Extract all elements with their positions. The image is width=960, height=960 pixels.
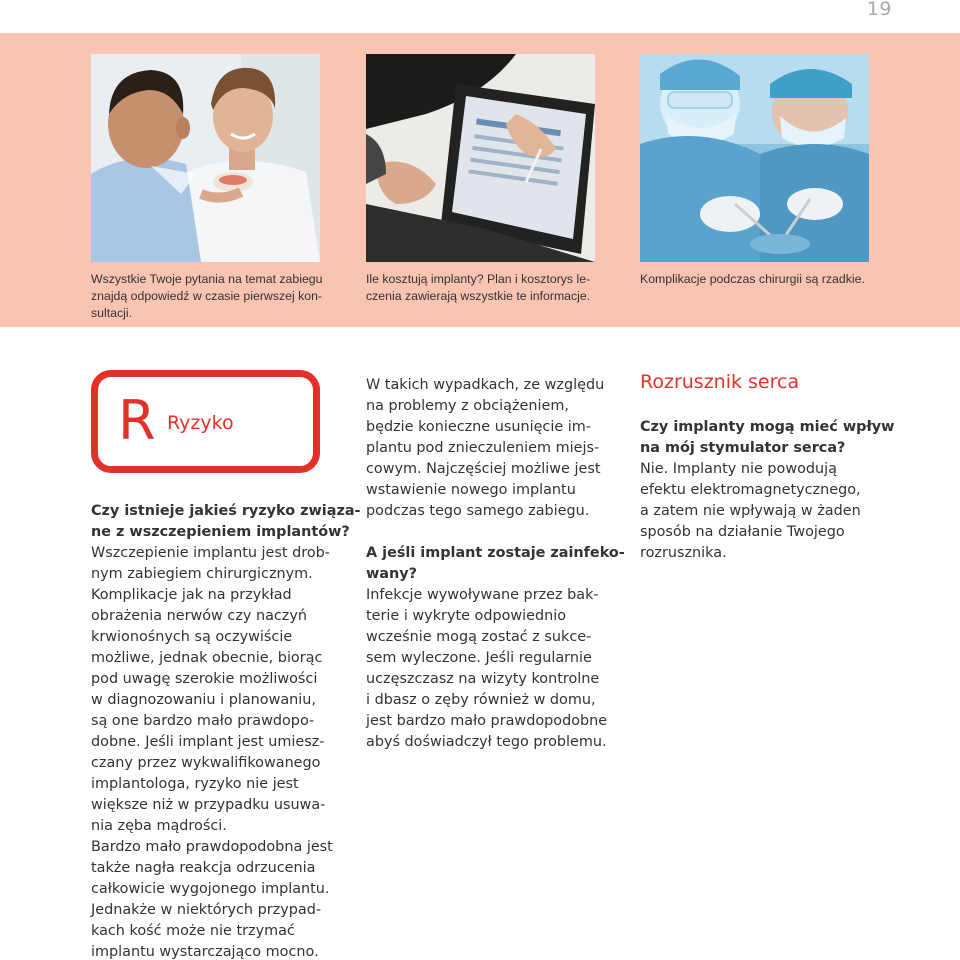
photo-caption-2 [366,271,595,305]
body-line: abyś doświadczył tego problemu. [366,734,607,750]
body-line: i dbasz o zęby również w domu, [366,692,596,708]
caption-line: znajdą odpowiedź w czasie pierwszej kon- [91,289,323,303]
body-line: Jednakże w niektórych przypad- [91,902,322,918]
body-line: rozrusznika. [640,545,727,561]
body-line: czany przez wykwalifikowanego [91,755,321,771]
body-line: będzie konieczne usunięcie im- [366,419,591,435]
body-line: nym zabiegiem chirurgicznym. [91,566,313,582]
body-line: Bardzo mało prawdopodobna jest [91,839,333,855]
column-pacemaker-text [640,417,894,564]
body-line: w diagnozowaniu i planowaniu, [91,692,316,708]
body-line: cowym. Najczęściej możliwe jest [366,461,601,477]
body-line: terie i wykryte odpowiednio [366,608,567,624]
body-line: także nagła reakcja odrzucenia [91,860,316,876]
surgery-photo [640,54,869,262]
question-line: wany? [366,566,417,582]
body-line: pod uwagę szerokie możliwości [91,671,318,687]
question-line: ne z wszczepieniem implantów? [91,524,350,540]
photo-caption-1 [91,271,323,322]
body-line: W takich wypadkach, ze względu [366,377,605,393]
caption-line: sultacji. [91,306,133,320]
question-line: na mój stymulator serca? [640,440,846,456]
question-line: Czy istnieje jakieś ryzyko związa- [91,503,361,519]
caption-line: Komplikacje podczas chirurgii są rzadkie. [640,272,865,286]
column-risk-text [91,501,361,960]
body-line: uczęszczasz na wizyty kontrolne [366,671,600,687]
photo-column-1 [91,54,323,322]
body-line: dobne. Jeśli implant jest umiesz- [91,734,325,750]
pacemaker-title: Rozrusznik serca [640,371,800,393]
body-line: Wszczepienie implantu jest drob- [91,545,330,561]
photo-caption-3 [640,271,869,288]
body-line: implantologa, ryzyko nie jest [91,776,299,792]
caption-line: Wszystkie Twoje pytania na temat zabiegu [91,272,323,286]
risk-title: Ryzyko [167,412,234,434]
dentist-consultation-photo [91,54,320,262]
body-line: wcześnie mogą zostać z sukce- [366,629,592,645]
risk-letter-icon: R [118,389,156,452]
body-line: a zatem nie wpływają w żaden [640,503,861,519]
body-line: Infekcje wywoływane przez bak- [366,587,599,603]
body-line: na problemy z obciążeniem, [366,398,569,414]
body-line: plantu pod znieczuleniem miejs- [366,440,600,456]
body-line: sposób na działanie Twojego [640,524,845,540]
page-number: 19 [866,0,892,20]
body-line: obrażenia nerwów czy naczyń [91,608,308,624]
body-line: są one bardzo mało prawdopo- [91,713,315,729]
body-line: większe niż w przypadku usuwa- [91,797,326,813]
body-line: kach kość może nie trzymać [91,923,295,939]
photo-band [0,33,960,327]
caption-line: Ile kosztują implanty? Plan i kosztorys le- [366,272,591,286]
body-line: krwionośnych są oczywiście [91,629,293,645]
body-line: Komplikacje jak na przykład [91,587,292,603]
body-line: całkowicie wygojonego implantu. [91,881,330,897]
body-line: Nie. Implanty nie powodują [640,461,837,477]
body-line: nia zęba mądrości. [91,818,227,834]
question-line: Czy implanty mogą mieć wpływ [640,419,895,435]
laptop-cost-plan-photo [366,54,595,262]
body-line: implantu wystarczająco mocno. [91,944,319,960]
body-line: sem wyleczone. Jeśli regularnie [366,650,592,666]
body-line: efektu elektromagnetycznego, [640,482,861,498]
question-line: A jeśli implant zostaje zainfeko- [366,545,625,561]
risk-box [91,370,320,473]
paragraph-gap [366,522,625,543]
body-line: wstawienie nowego implantu [366,482,576,498]
photo-column-3 [640,54,869,288]
caption-line: czenia zawierają wszystkie te informacje. [366,289,591,303]
column-complications-text [366,375,625,753]
photo-column-2 [366,54,595,305]
body-line: jest bardzo mało prawdopodobne [366,713,608,729]
body-line: podczas tego samego zabiegu. [366,503,590,519]
body-line: możliwe, jednak obecnie, biorąc [91,650,323,666]
